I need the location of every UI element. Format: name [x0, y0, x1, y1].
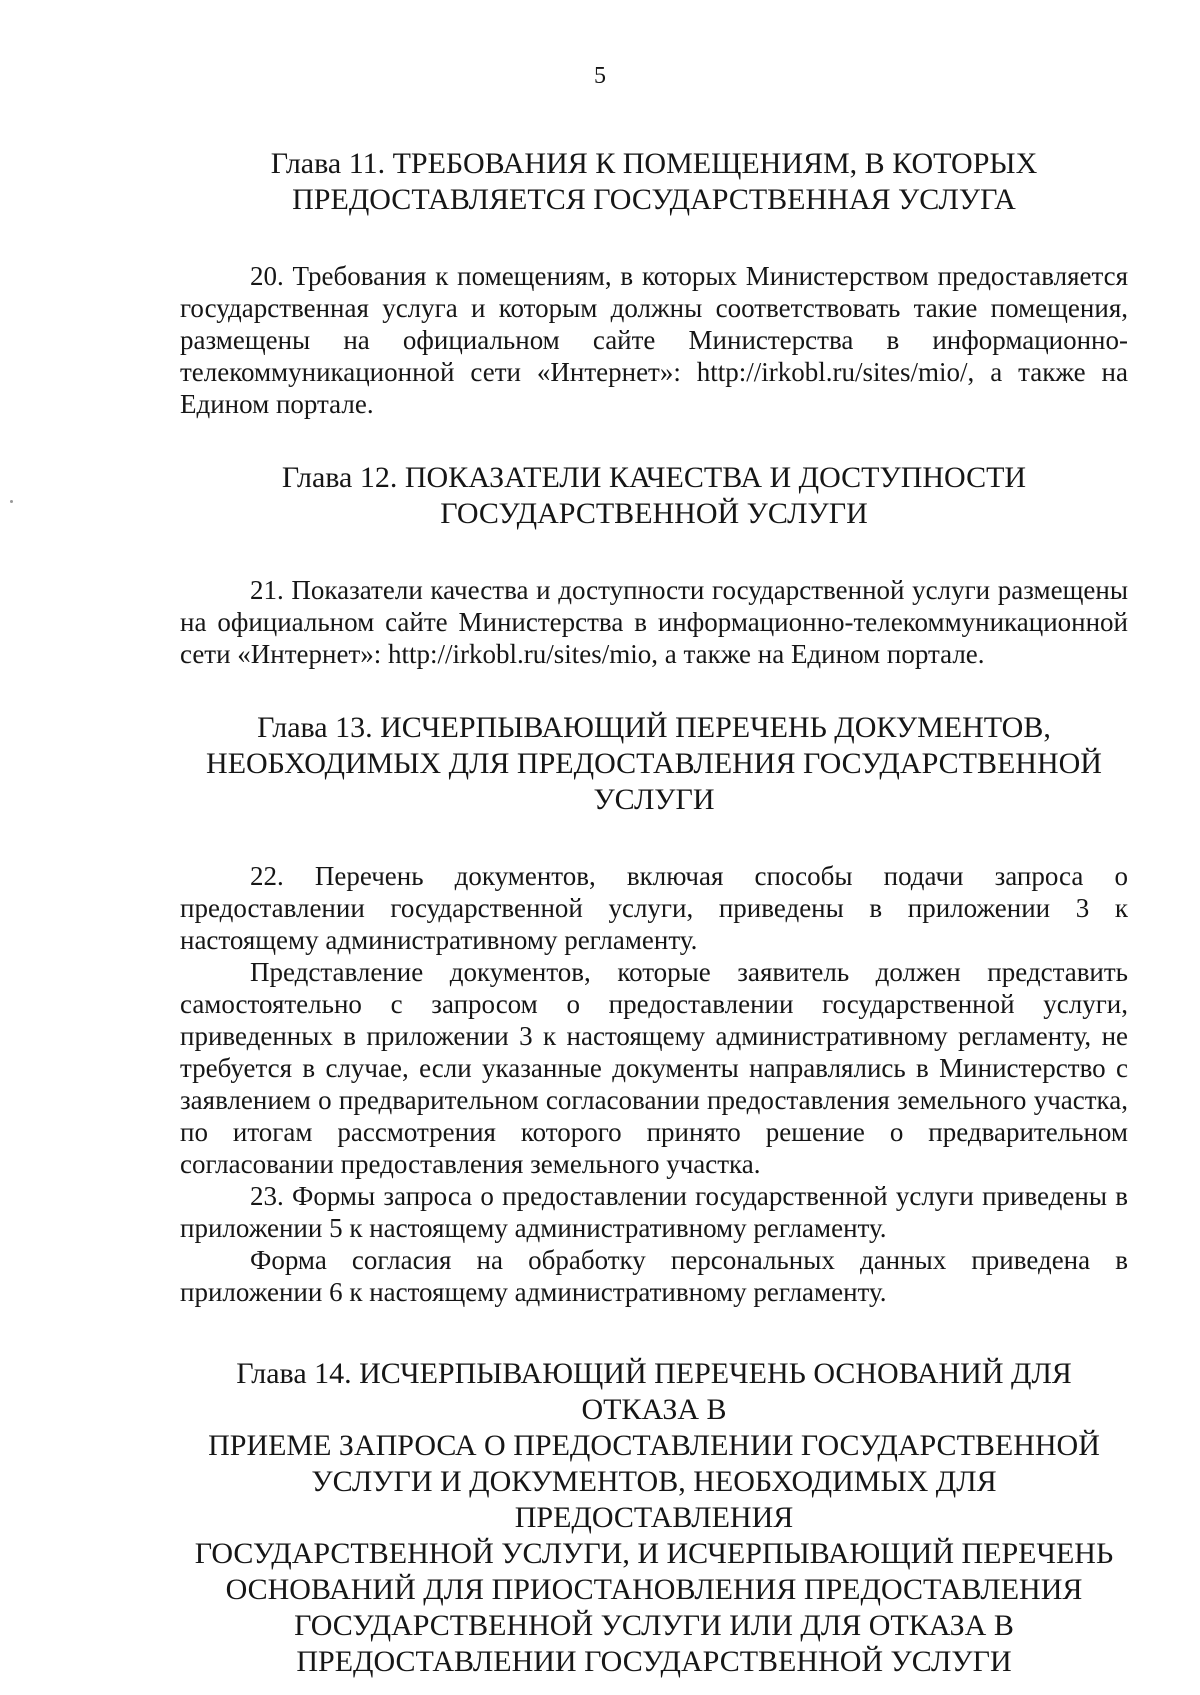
heading-line: ПРИЕМЕ ЗАПРОСА О ПРЕДОСТАВЛЕНИИ ГОСУДАРСТВЕННОЙ [208, 1429, 1100, 1462]
scan-speck [10, 500, 13, 503]
heading-line: ГОСУДАРСТВЕННОЙ УСЛУГИ [440, 497, 868, 530]
heading-line: Глава 13. ИСЧЕРПЫВАЮЩИЙ ПЕРЕЧЕНЬ ДОКУМЕНТОВ, [257, 711, 1051, 744]
heading-line: ПРЕДОСТАВЛЯЕТСЯ ГОСУДАРСТВЕННАЯ УСЛУГА [292, 183, 1016, 216]
paragraph-21: 21. Показатели качества и доступности государственной услуги размещены на официальном сайте Министерства в информационно-телекоммуникационной сети «Интернет»: http://irkobl.ru/sites/mio, а также на Едином портале. [180, 575, 1128, 669]
chapter-13-heading [180, 710, 1128, 818]
paragraph-23: 23. Формы запроса о предоставлении государственной услуги приведены в приложении 5 к настоящему административному регламенту. [180, 1181, 1128, 1243]
paragraph-23-continuation: Форма согласия на обработку персональных данных приведена в приложении 6 к настоящему административному регламенту. [180, 1245, 1128, 1307]
heading-line: Глава 12. ПОКАЗАТЕЛИ КАЧЕСТВА И ДОСТУПНОСТИ [281, 461, 1027, 494]
heading-line: ОСНОВАНИЙ ДЛЯ ПРИОСТАНОВЛЕНИЯ ПРЕДОСТАВЛЕНИЯ [225, 1573, 1083, 1606]
heading-line: Глава 14. ИСЧЕРПЫВАЮЩИЙ ПЕРЕЧЕНЬ ОСНОВАНИЙ ДЛЯ ОТКАЗА В [236, 1357, 1072, 1426]
heading-line: ГОСУДАРСТВЕННОЙ УСЛУГИ, И ИСЧЕРПЫВАЮЩИЙ ПЕРЕЧЕНЬ [194, 1537, 1114, 1570]
document-body [180, 146, 1128, 1680]
heading-line: ГОСУДАРСТВЕННОЙ УСЛУГИ ИЛИ ДЛЯ ОТКАЗА В [294, 1609, 1014, 1642]
paragraph-22: 22. Перечень документов, включая способы подачи запроса о предоставлении государственной услуги, приведены в приложении 3 к настоящему административному регламенту. [180, 861, 1128, 955]
heading-line: УСЛУГИ [593, 783, 715, 816]
heading-line: ПРЕДОСТАВЛЕНИИ ГОСУДАРСТВЕННОЙ УСЛУГИ [296, 1645, 1012, 1678]
paragraph-22-continuation: Представление документов, которые заявитель должен представить самостоятельно с запросом о предоставлении государственной услуги, приведенных в приложении 3 к настоящему административному регламенту, не требуется в случае, если указанные документы направлялись в Министерство с заявлением о предварительном согласовании предоставления земельного участка, по итогам рассмотрения которого принято решение о предварительном согласовании предоставления земельного участка. [180, 957, 1128, 1179]
chapter-11-heading [180, 146, 1128, 218]
heading-line: УСЛУГИ И ДОКУМЕНТОВ, НЕОБХОДИМЫХ ДЛЯ ПРЕДОСТАВЛЕНИЯ [311, 1465, 997, 1534]
paragraph-20: 20. Требования к помещениям, в которых Министерством предоставляется государственная услуга и которым должны соответствовать такие помещения, размещены на официальном сайте Министерства в информационно-телекоммуникационной сети «Интернет»: http://irkobl.ru/sites/mio/, а также на Едином портале. [180, 261, 1128, 419]
heading-line: НЕОБХОДИМЫХ ДЛЯ ПРЕДОСТАВЛЕНИЯ ГОСУДАРСТВЕННОЙ [206, 747, 1102, 780]
chapter-12-heading [180, 460, 1128, 532]
chapter-14-heading [180, 1356, 1128, 1680]
heading-line: Глава 11. ТРЕБОВАНИЯ К ПОМЕЩЕНИЯМ, В КОТОРЫХ [270, 147, 1038, 180]
page-number: 5 [594, 63, 606, 89]
